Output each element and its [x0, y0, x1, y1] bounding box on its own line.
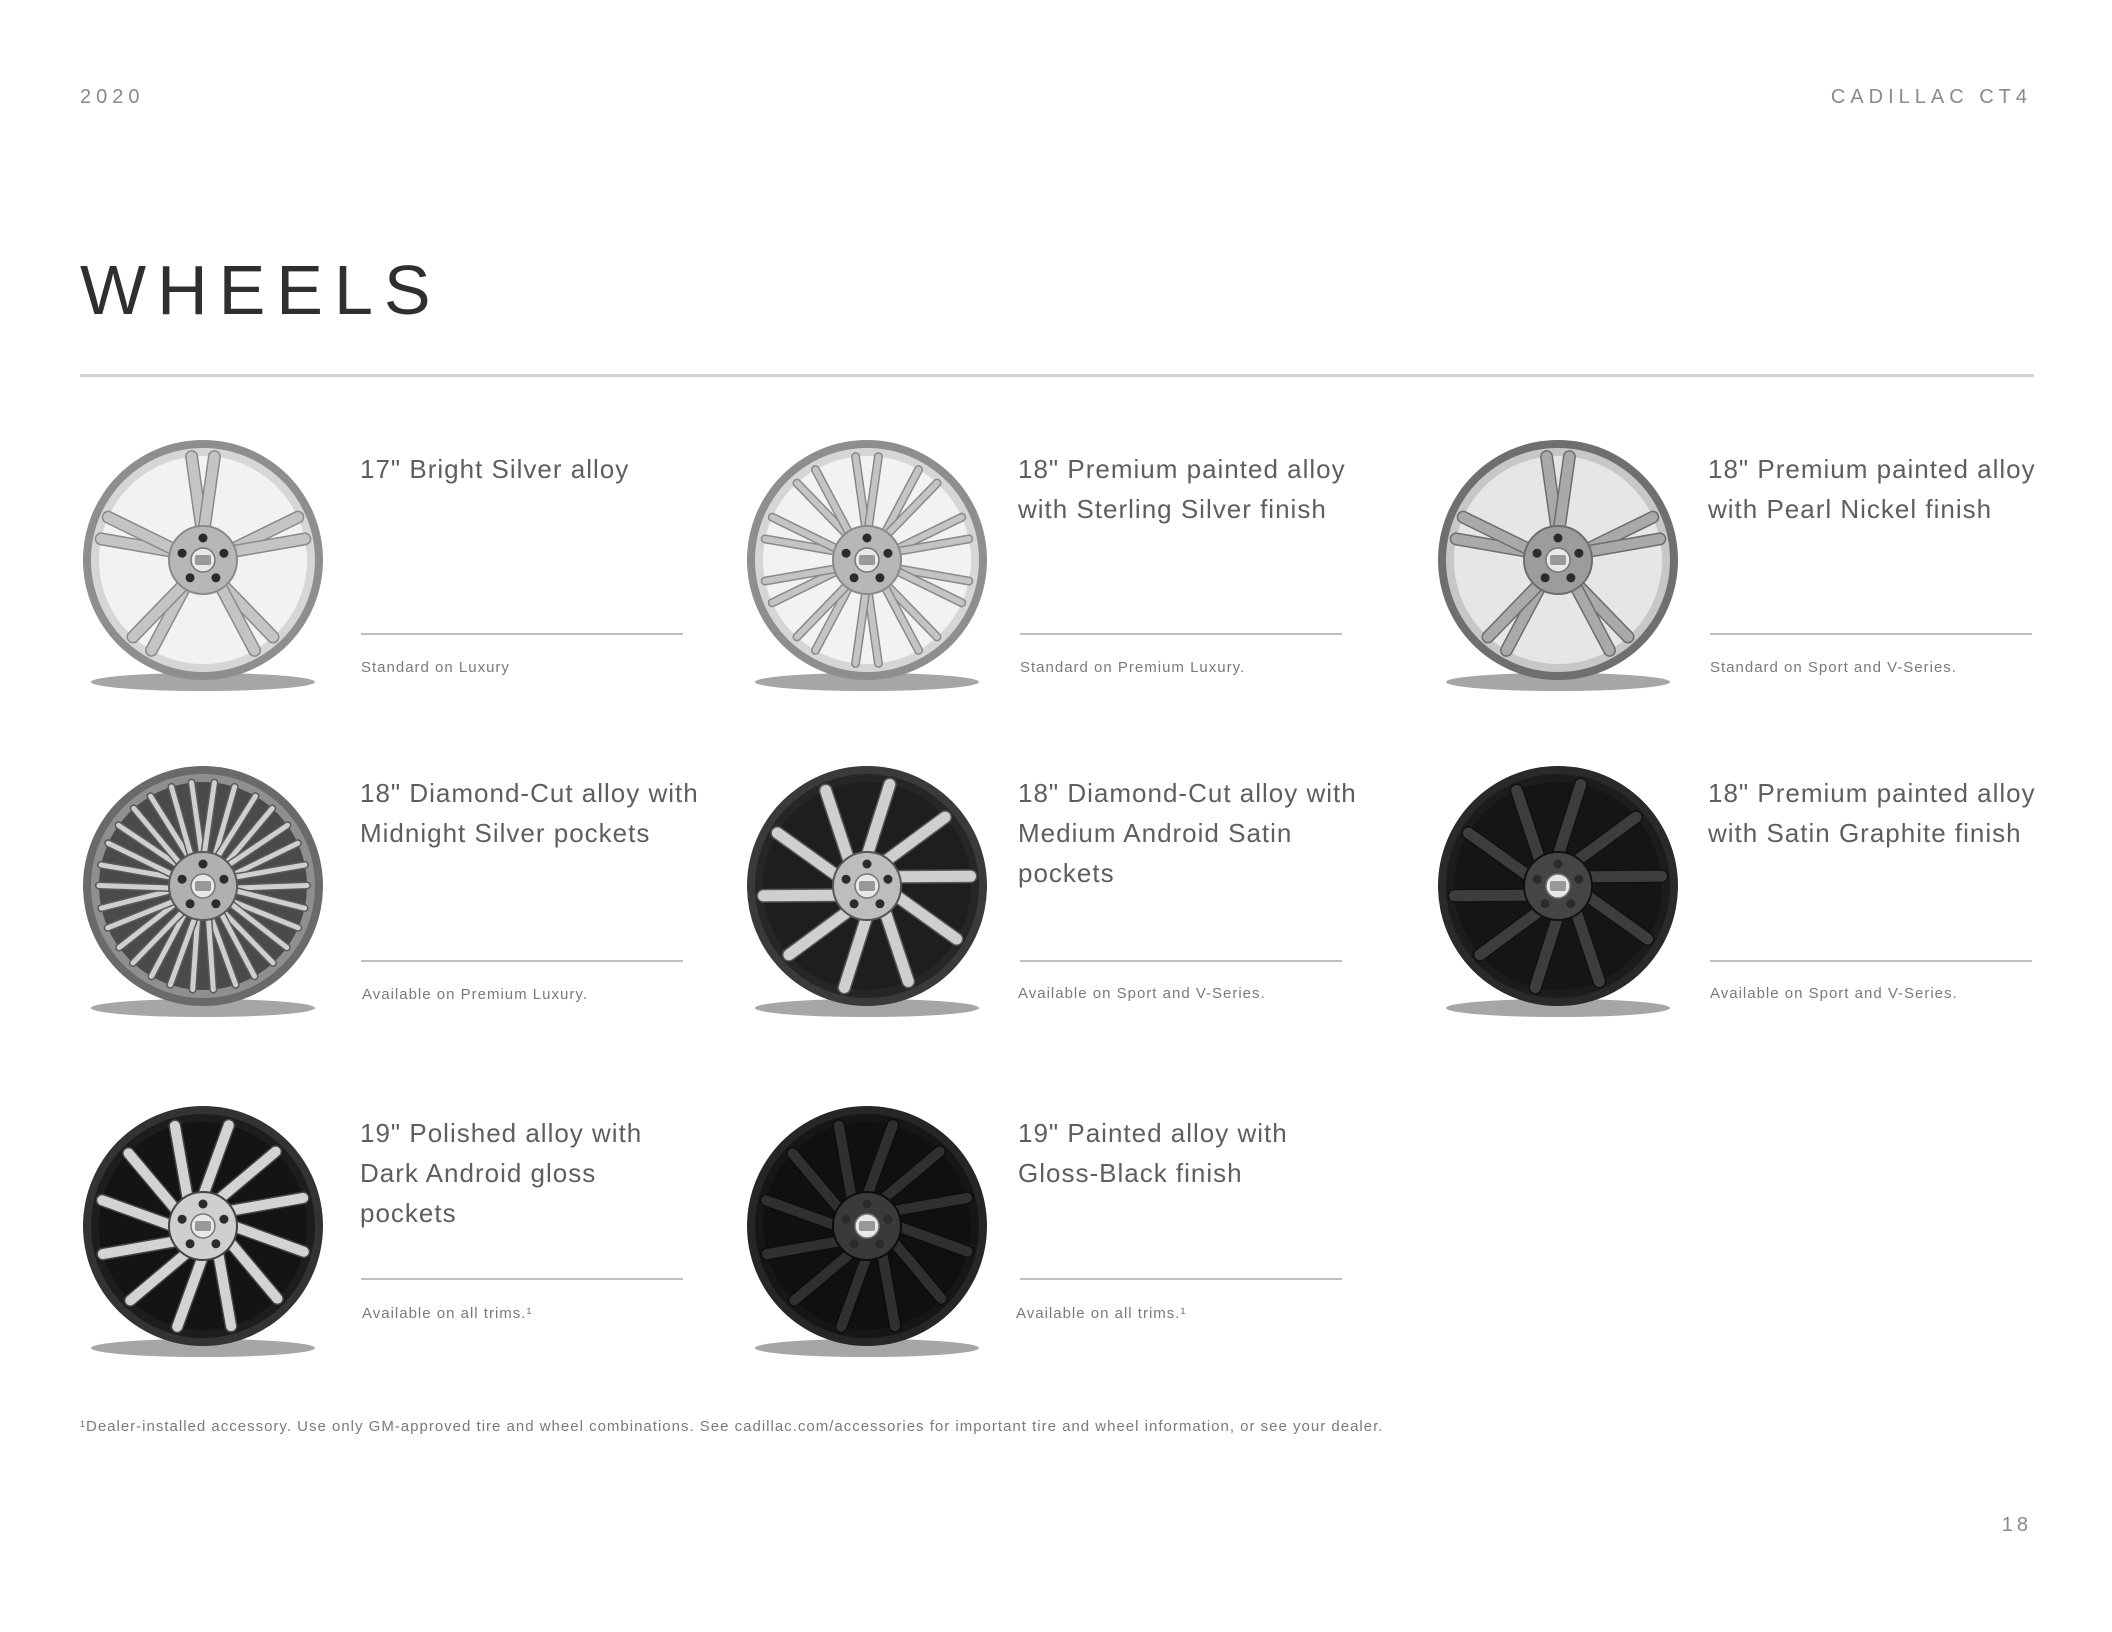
- wheel-name-8: 19" Painted alloy with Gloss-Black finish: [1018, 1118, 1288, 1188]
- wheel-name-4: 18" Diamond-Cut alloy with Midnight Silver pockets: [360, 778, 699, 848]
- wheel-separator-8: [1020, 1278, 1342, 1280]
- wheel-separator-5: [1020, 960, 1342, 962]
- wheel-name-7: 19" Polished alloy with Dark Android gloss pockets: [360, 1118, 643, 1228]
- wheel-name-1: 17" Bright Silver alloy: [360, 454, 630, 484]
- wheel-separator-6: [1710, 960, 2032, 962]
- wheel-image-6: [1433, 764, 1683, 1019]
- document-year: 2020: [80, 86, 145, 108]
- wheel-availability-1: Standard on Luxury: [361, 659, 510, 676]
- wheel-name-5: 18" Diamond-Cut alloy with Medium Android Satin pockets: [1018, 778, 1357, 888]
- wheel-availability-4: Available on Premium Luxury.: [362, 986, 588, 1003]
- wheel-name-3: 18" Premium painted alloy with Pearl Nickel finish: [1708, 454, 2036, 524]
- page-title: WHEELS: [80, 251, 442, 329]
- wheel-image-5: [742, 764, 992, 1019]
- wheel-image-7: [78, 1104, 328, 1359]
- footnote: ¹Dealer-installed accessory. Use only GM-approved tire and wheel combinations. See cadillac.com/accessories for important tire and wheel information, or see your dealer.: [80, 1418, 1384, 1435]
- wheel-image-8: [742, 1104, 992, 1359]
- page-number: 18: [2001, 1514, 2032, 1536]
- wheel-image-2: [742, 438, 992, 693]
- vehicle-model: CADILLAC CT4: [1830, 86, 2032, 108]
- wheel-availability-7: Available on all trims.¹: [362, 1305, 533, 1322]
- wheel-image-4: [78, 764, 328, 1019]
- wheel-separator-1: [361, 633, 683, 635]
- wheel-image-3: [1433, 438, 1683, 693]
- wheel-separator-3: [1710, 633, 2032, 635]
- title-divider: [80, 374, 2034, 377]
- wheel-separator-7: [361, 1278, 683, 1280]
- wheel-availability-8: Available on all trims.¹: [1016, 1305, 1187, 1322]
- wheel-name-6: 18" Premium painted alloy with Satin Graphite finish: [1708, 778, 2036, 848]
- wheel-separator-4: [361, 960, 683, 962]
- wheel-availability-2: Standard on Premium Luxury.: [1020, 659, 1246, 676]
- wheel-availability-3: Standard on Sport and V-Series.: [1710, 659, 1957, 676]
- wheel-availability-5: Available on Sport and V-Series.: [1018, 985, 1266, 1002]
- wheel-separator-2: [1020, 633, 1342, 635]
- wheel-name-2: 18" Premium painted alloy with Sterling Silver finish: [1018, 454, 1346, 524]
- wheel-image-1: [78, 438, 328, 693]
- wheel-availability-6: Available on Sport and V-Series.: [1710, 985, 1958, 1002]
